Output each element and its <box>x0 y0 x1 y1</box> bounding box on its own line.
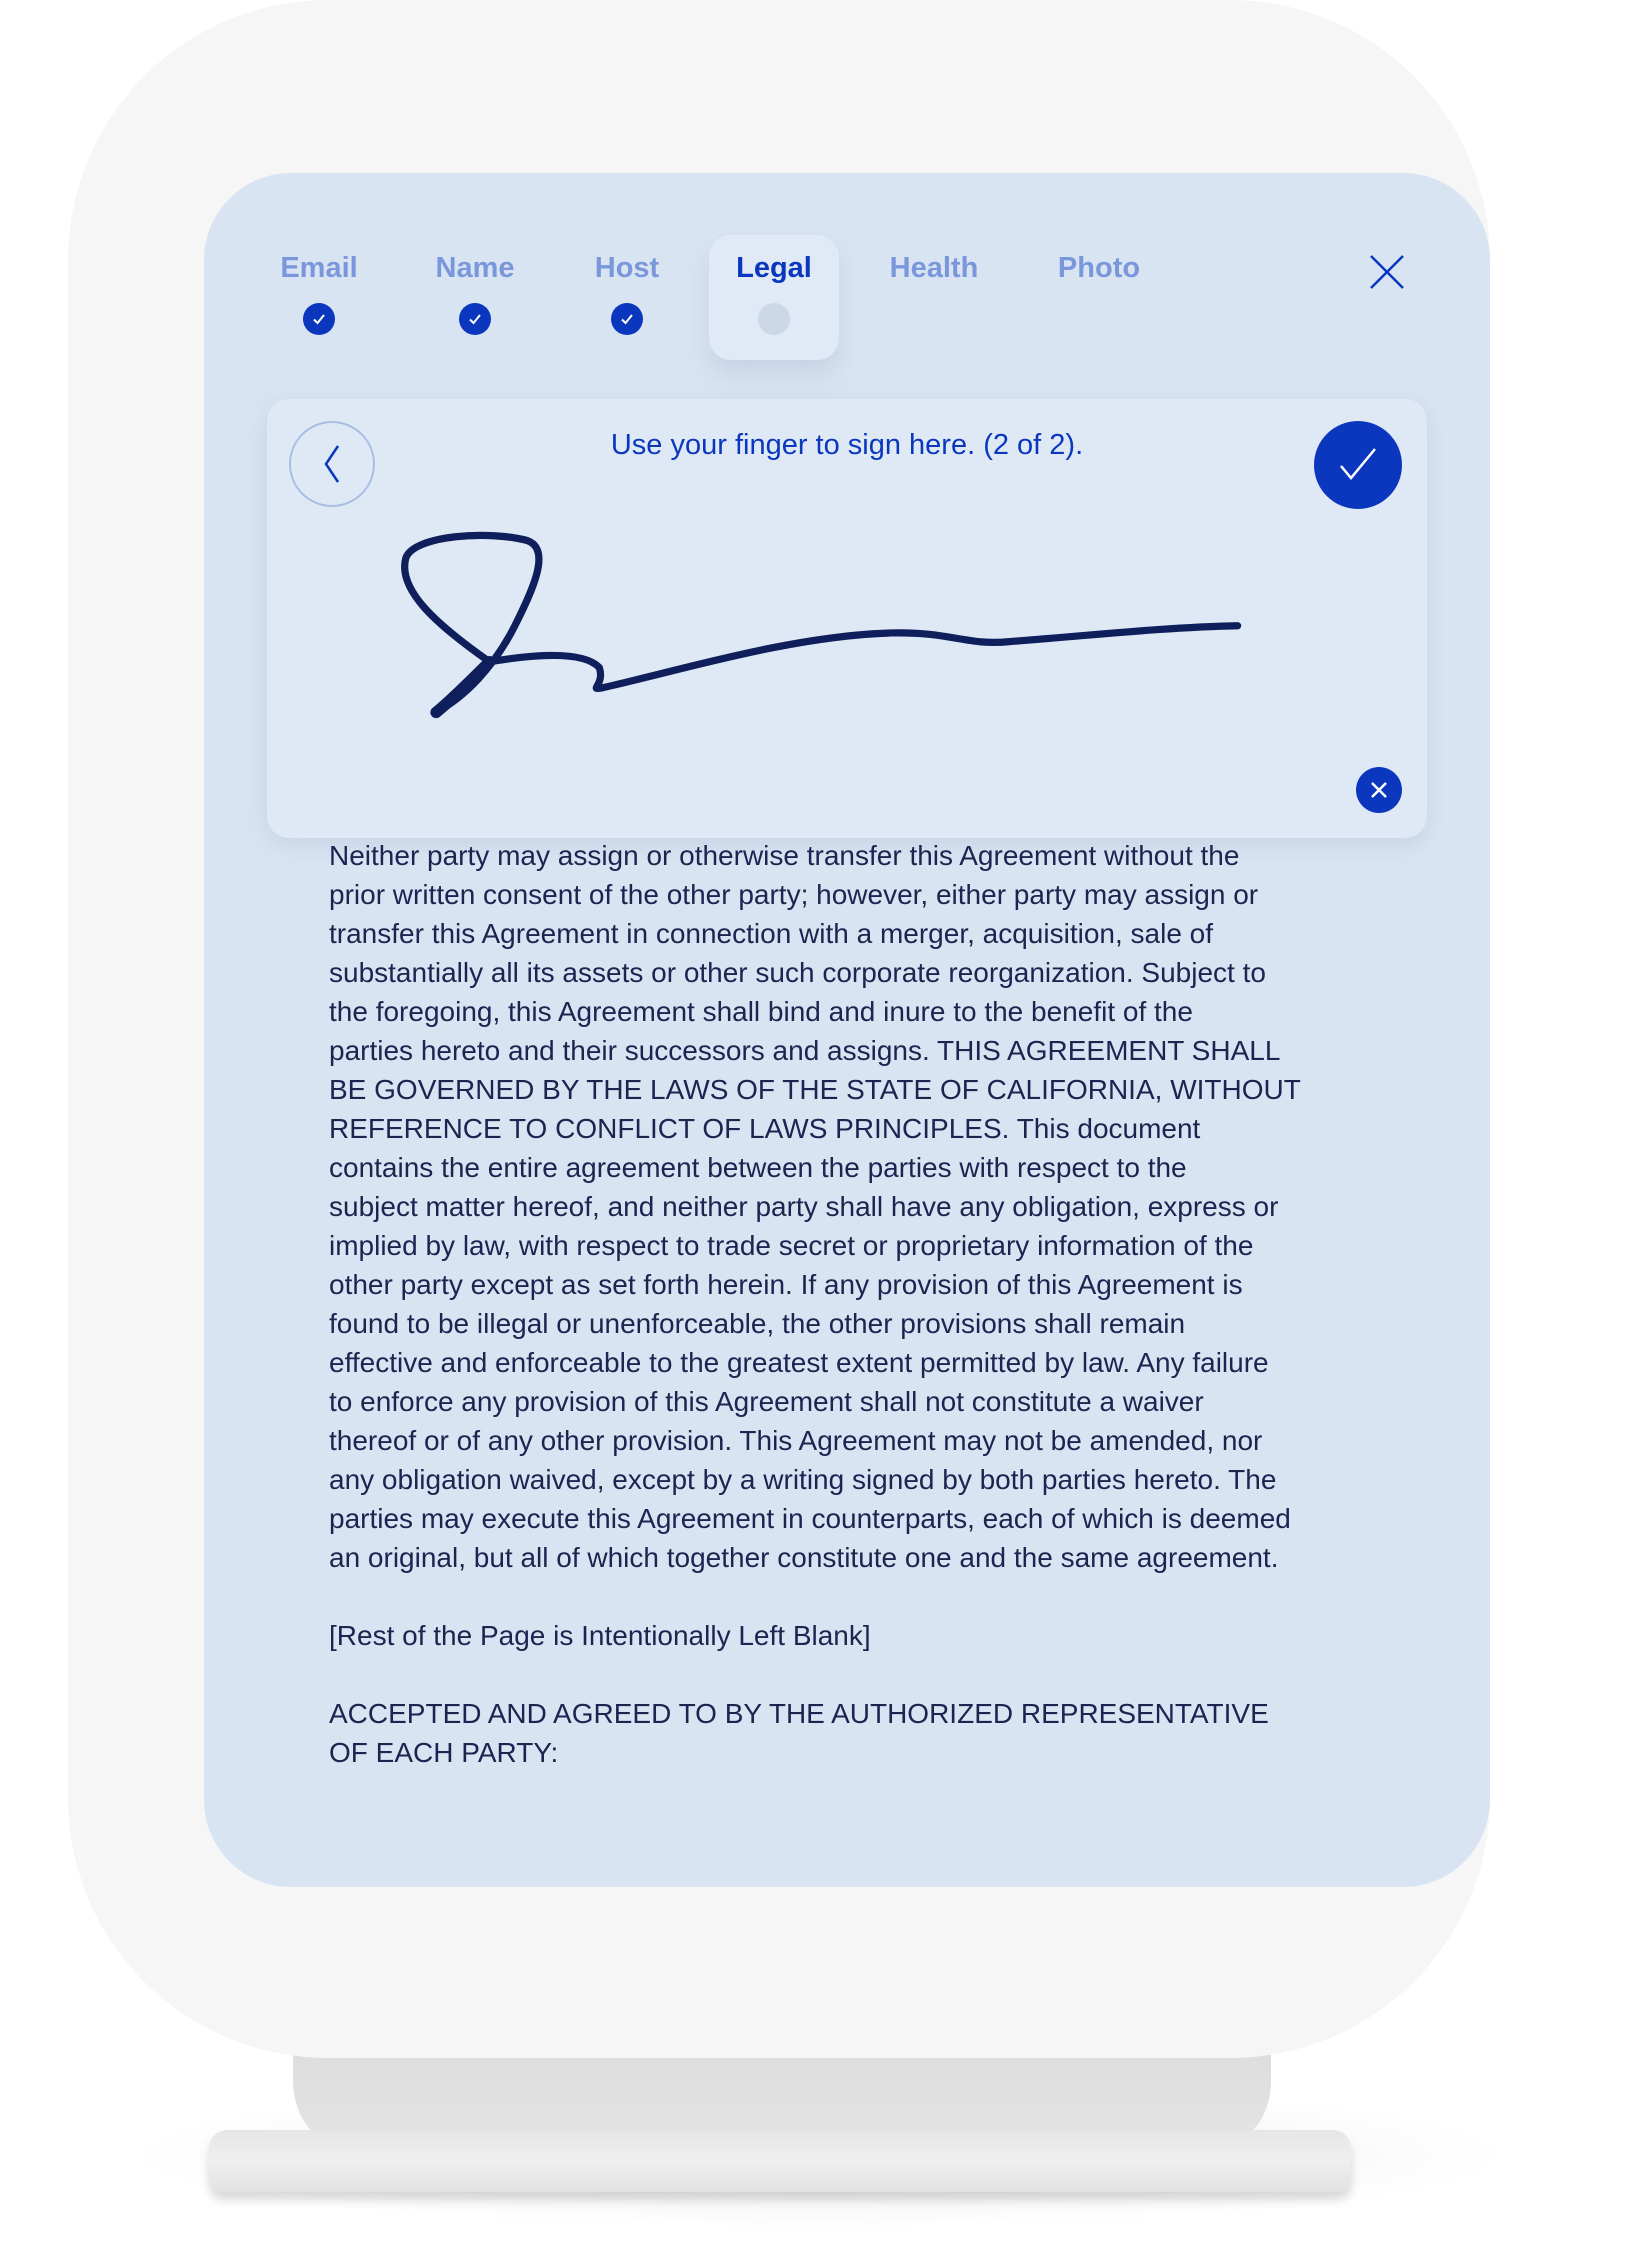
check-icon <box>303 303 335 335</box>
close-icon <box>1368 779 1390 801</box>
document-line: implied by law, with respect to trade secret or proprietary information of the <box>329 1230 1254 1261</box>
close-icon <box>1368 253 1406 291</box>
blank-page-note: [Rest of the Page is Intentionally Left Blank] <box>329 1620 871 1651</box>
close-button[interactable] <box>1368 253 1406 291</box>
document-line: any obligation waived, except by a writing signed by both parties hereto. The <box>329 1464 1277 1495</box>
stand-base <box>209 2130 1351 2192</box>
signature-stroke <box>405 535 1238 712</box>
document-line: subject matter hereof, and neither party shall have any obligation, express or <box>329 1191 1279 1222</box>
document-line: an original, but all of which together constitute one and the same agreement. <box>329 1542 1279 1573</box>
tab-label: Health <box>889 252 979 284</box>
document-line: other party except as set forth herein. If any provision of this Agreement is <box>329 1269 1243 1300</box>
pending-dot-icon <box>758 303 790 335</box>
document-line: ACCEPTED AND AGREED TO BY THE AUTHORIZED REPRESENTATIVE <box>329 1698 1269 1729</box>
tab-label: Host <box>594 252 660 284</box>
sign-instruction: Use your finger to sign here. (2 of 2). <box>610 429 1084 461</box>
document-line: contains the entire agreement between the parties with respect to the <box>329 1152 1187 1183</box>
document-line: to enforce any provision of this Agreement shall not constitute a waiver <box>329 1386 1204 1417</box>
document-line: substantially all its assets or other such corporate reorganization. Subject to <box>329 957 1266 988</box>
legal-document-text <box>329 836 1301 1772</box>
tab-label: Legal <box>736 252 812 284</box>
screen <box>204 173 1490 1887</box>
document-line: effective and enforceable to the greatest extent permitted by law. Any failure <box>329 1347 1269 1378</box>
document-line: found to be illegal or unenforceable, the other provisions shall remain <box>329 1308 1186 1339</box>
clear-signature-button[interactable] <box>1356 767 1402 813</box>
signature-card <box>267 399 1427 838</box>
document-line: prior written consent of the other party; however, either party may assign or <box>329 879 1259 910</box>
document-line: OF EACH PARTY: <box>329 1737 559 1768</box>
document-line: REFERENCE TO CONFLICT OF LAWS PRINCIPLES. This document <box>329 1113 1201 1144</box>
document-line: BE GOVERNED BY THE LAWS OF THE STATE OF CALIFORNIA, WITHOUT <box>329 1074 1301 1105</box>
tab-label: Photo <box>1057 252 1141 284</box>
document-line: Neither party may assign or otherwise transfer this Agreement without the <box>329 840 1240 871</box>
document-line: parties may execute this Agreement in counterparts, each of which is deemed <box>329 1503 1291 1534</box>
check-icon <box>459 303 491 335</box>
document-line: transfer this Agreement in connection with a merger, acquisition, sale of <box>329 918 1214 949</box>
accepted-statement <box>329 1694 1301 1772</box>
confirm-signature-button[interactable] <box>1314 421 1402 509</box>
document-line: parties hereto and their successors and assigns. THIS AGREEMENT SHALL <box>329 1035 1281 1066</box>
tab-label: Email <box>280 252 358 284</box>
check-icon <box>1336 443 1380 487</box>
agreement-paragraph <box>329 836 1301 1577</box>
signature-pad[interactable] <box>267 399 1427 838</box>
tab-label: Name <box>435 252 515 284</box>
kiosk-device <box>68 0 1490 2058</box>
document-line: the foregoing, this Agreement shall bind and inure to the benefit of the <box>329 996 1193 1027</box>
document-line: thereof or of any other provision. This Agreement may not be amended, nor <box>329 1425 1263 1456</box>
check-icon <box>611 303 643 335</box>
